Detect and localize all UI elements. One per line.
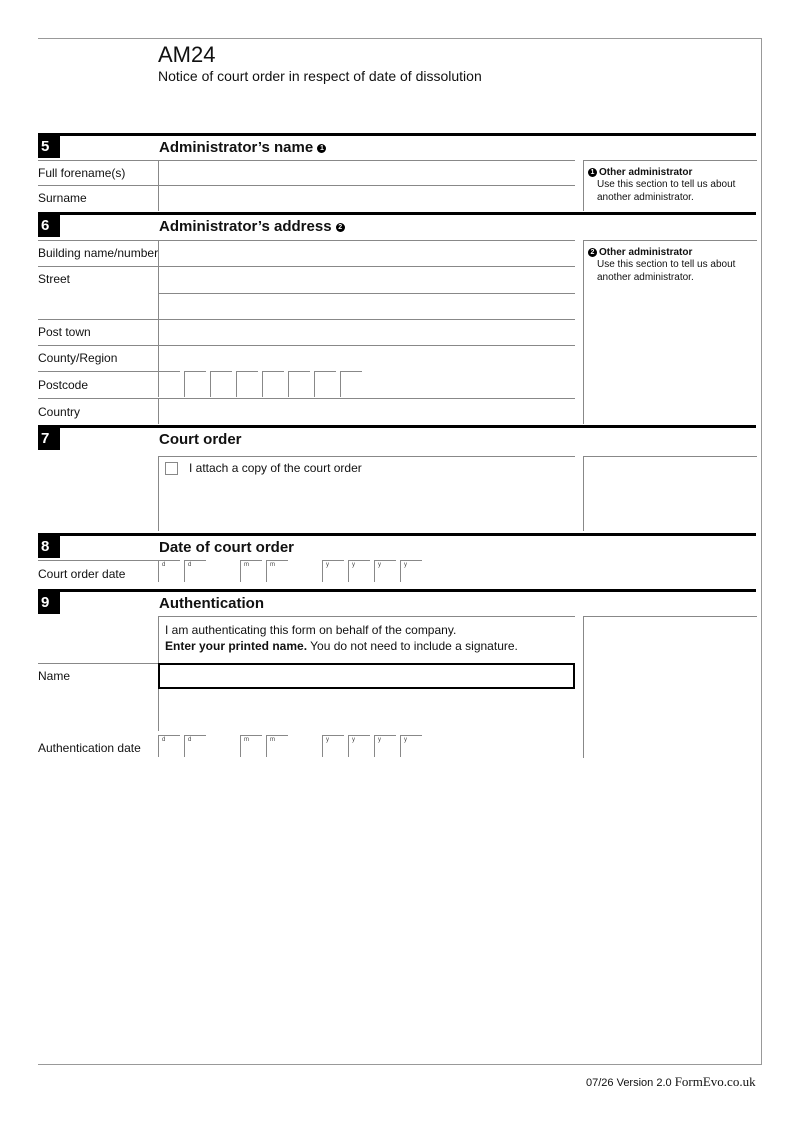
surname-field[interactable] — [158, 185, 575, 211]
section-9-number: 9 — [38, 592, 60, 614]
country-field[interactable] — [158, 398, 575, 424]
date-year-box[interactable]: y — [348, 735, 370, 757]
section-6-title — [159, 218, 347, 235]
postcode-box[interactable] — [288, 371, 310, 397]
section-6-rule — [38, 212, 756, 215]
name-label: Name — [38, 669, 71, 683]
top-border — [38, 38, 762, 39]
country-input[interactable] — [159, 399, 575, 424]
attach-court-order-label: I attach a copy of the court order — [189, 461, 362, 475]
note-2-heading-text: Other administrator — [599, 247, 693, 258]
section-6-number: 6 — [38, 215, 60, 237]
street-field-2[interactable] — [158, 293, 575, 319]
date-year-box[interactable]: y — [348, 560, 370, 582]
street-input-1[interactable] — [159, 267, 575, 293]
section-6-note-heading — [588, 247, 757, 258]
date-day-box[interactable]: d — [158, 735, 180, 757]
postcode-box[interactable] — [340, 371, 362, 397]
date-day-box[interactable]: d — [184, 560, 206, 582]
building-field[interactable] — [158, 240, 575, 266]
section-5-note — [583, 160, 757, 211]
authentication-intro-line-1: I am authenticating this form on behalf of the company. — [165, 623, 457, 637]
date-year-box[interactable]: y — [374, 560, 396, 582]
street-label: Street — [38, 272, 71, 286]
section-6-note — [583, 240, 757, 424]
section-5-number: 5 — [38, 136, 60, 158]
attach-court-order-checkbox[interactable] — [165, 462, 178, 475]
post-town-input[interactable] — [159, 320, 575, 345]
postcode-box[interactable] — [158, 371, 180, 397]
date-year-box[interactable]: y — [322, 560, 344, 582]
date-month-box[interactable]: m — [266, 735, 288, 757]
surname-input[interactable] — [159, 186, 575, 211]
printed-name-input[interactable] — [160, 665, 573, 687]
footer-brand: FormEvo.co.uk — [674, 1074, 756, 1089]
court-order-date-label: Court order date — [38, 567, 126, 581]
county-field[interactable] — [158, 345, 575, 371]
section-9-row-line — [38, 663, 158, 664]
forename-label: Full forename(s) — [38, 166, 126, 180]
form-title: Notice of court order in respect of date of dissolution — [158, 68, 482, 84]
street-input-2[interactable] — [159, 294, 575, 319]
postcode-label: Postcode — [38, 378, 89, 392]
section-6-row-line — [38, 371, 158, 372]
date-year-box[interactable]: y — [322, 735, 344, 757]
section-9-title: Authentication — [159, 595, 264, 612]
date-year-box[interactable]: y — [400, 735, 422, 757]
section-5-note-heading — [588, 167, 757, 178]
section-9-rule — [38, 589, 756, 592]
building-label: Building name/number — [38, 246, 159, 260]
section-5-badge: 1 — [317, 144, 326, 153]
date-month-box[interactable]: m — [240, 560, 262, 582]
post-town-label: Post town — [38, 325, 91, 339]
county-label: County/Region — [38, 351, 118, 365]
date-month-box[interactable]: m — [240, 735, 262, 757]
forename-field[interactable] — [158, 160, 575, 185]
form-code: AM24 — [158, 42, 216, 67]
postcode-box[interactable] — [314, 371, 336, 397]
post-town-field[interactable] — [158, 319, 575, 345]
section-8-number: 8 — [38, 536, 60, 558]
name-area-left-line — [158, 689, 159, 731]
section-6-title-text: Administrator’s address — [159, 218, 332, 235]
postcode-box[interactable] — [210, 371, 232, 397]
postcode-box[interactable] — [262, 371, 284, 397]
section-6-note-body: Use this section to tell us about another administrator. — [597, 259, 736, 283]
authentication-intro — [158, 616, 575, 663]
section-8-row-line — [38, 560, 158, 561]
date-month-box[interactable]: m — [266, 560, 288, 582]
surname-label: Surname — [38, 191, 87, 205]
note-1-heading-text: Other administrator — [599, 167, 693, 178]
authentication-intro-line-2 — [165, 639, 518, 653]
footer-version: 07/26 Version 2.0 — [586, 1077, 672, 1089]
footer — [586, 1074, 756, 1090]
date-day-box[interactable]: d — [158, 560, 180, 582]
section-6-row-line — [38, 398, 158, 399]
date-day-box[interactable]: d — [184, 735, 206, 757]
authentication-date-label: Authentication date — [38, 741, 141, 755]
note-2-badge: 2 — [588, 248, 597, 257]
section-7-title: Court order — [159, 431, 242, 448]
section-6-badge: 2 — [336, 223, 345, 232]
section-5-title — [159, 139, 328, 156]
building-input[interactable] — [159, 241, 575, 266]
section-8-rule — [38, 533, 756, 536]
section-9-note — [583, 616, 757, 758]
county-input[interactable] — [159, 346, 575, 371]
street-field-1[interactable] — [158, 266, 575, 293]
postcode-box[interactable] — [236, 371, 258, 397]
bottom-border — [38, 1064, 762, 1065]
section-5-title-text: Administrator’s name — [159, 139, 314, 156]
section-5-note-body: Use this section to tell us about another administrator. — [597, 179, 736, 203]
authentication-intro-rest: You do not need to include a signature. — [307, 639, 518, 653]
right-border — [761, 38, 762, 1064]
section-5-rule — [38, 133, 756, 136]
section-7-number: 7 — [38, 428, 60, 450]
country-label: Country — [38, 405, 81, 419]
date-year-box[interactable]: y — [374, 735, 396, 757]
section-8-title: Date of court order — [159, 539, 295, 556]
date-year-box[interactable]: y — [400, 560, 422, 582]
authentication-intro-bold: Enter your printed name. — [165, 639, 308, 653]
printed-name-field[interactable] — [158, 663, 575, 689]
note-1-badge: 1 — [588, 168, 597, 177]
section-7-note — [583, 456, 757, 531]
postcode-box[interactable] — [184, 371, 206, 397]
section-7-rule — [38, 425, 756, 428]
court-order-box — [158, 456, 575, 531]
forename-input[interactable] — [159, 161, 575, 185]
